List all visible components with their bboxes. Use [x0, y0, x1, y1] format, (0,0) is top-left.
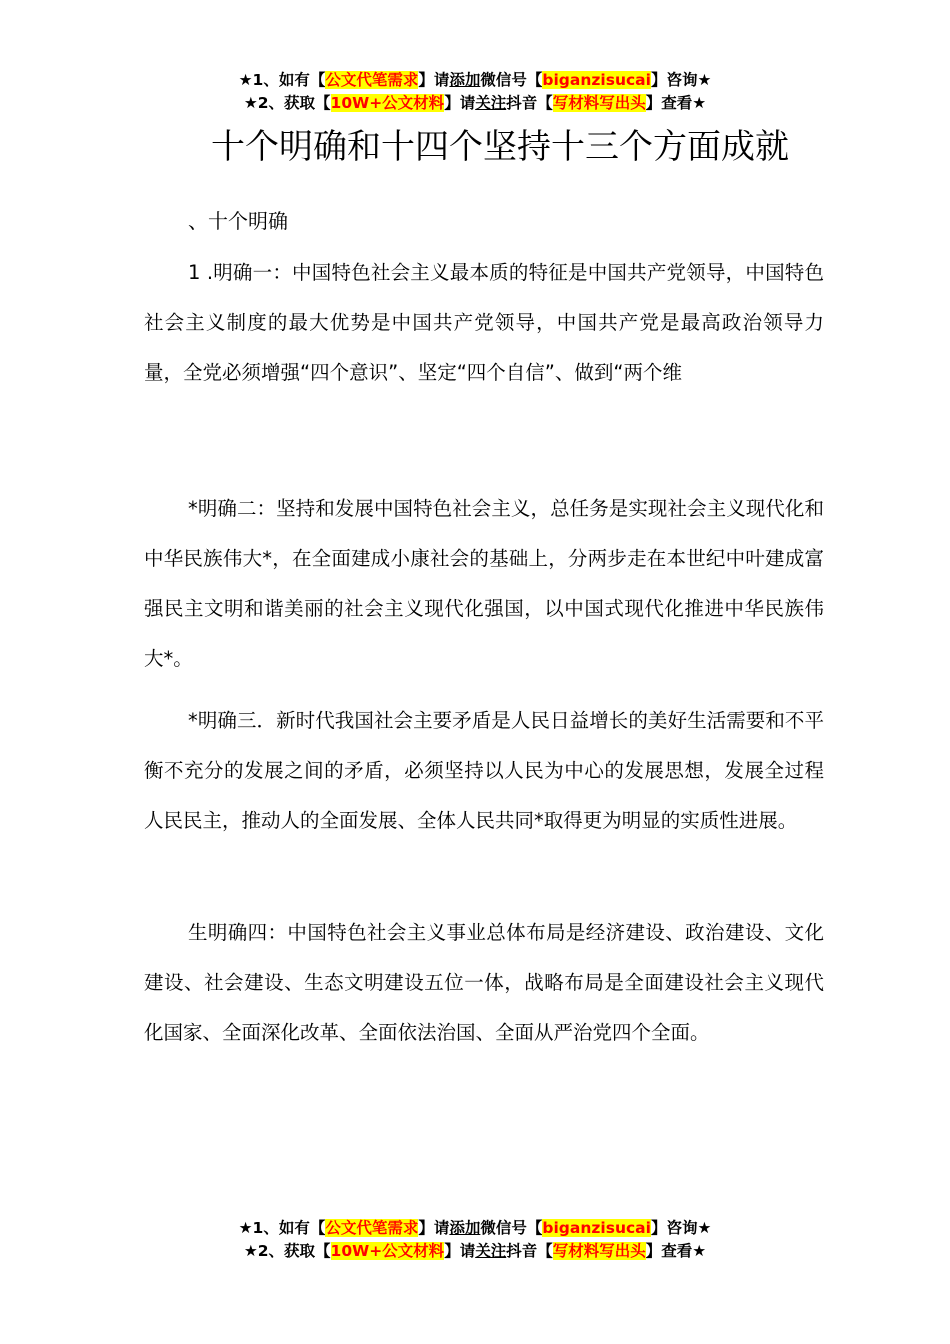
section-heading: 、十个明确	[188, 209, 288, 233]
paragraph-4: 生明确四：中国特色社会主义事业总体布局是经济建设、政治建设、文化建设、社会建设、生态文明建设五位一体，战略布局是全面建设社会主义现代化国家、全面深化改革、全面依法治国、全面从严治党四个全面。	[144, 921, 824, 1044]
highlight-text: 10W+公文材料	[330, 1242, 445, 1260]
banner-text: ★2、获取【	[243, 94, 331, 112]
banner-text: 】咨询★	[650, 71, 712, 89]
banner-line-2	[0, 1240, 950, 1263]
underlined-text: 关注	[475, 94, 507, 112]
douyin-highlight: 写材料写出头	[552, 1242, 646, 1260]
wechat-id-highlight: biganzisucai	[542, 1219, 651, 1237]
wechat-id-highlight: biganzisucai	[542, 71, 651, 89]
banner-text: 抖音【	[506, 94, 553, 112]
banner-line-2	[0, 92, 950, 115]
banner-text: ★1、如有【	[238, 71, 326, 89]
banner-text: 】请	[444, 1242, 476, 1260]
banner-text: 】查看★	[645, 94, 707, 112]
paragraph-1: 1 .明确一：中国特色社会主义最本质的特征是中国共产党领导，中国特色社会主义制度的最大优势是中国共产党领导，中国共产党是最高政治领导力量，全党必须增强“四个意识”、坚定“四个自信”、做到“两个维	[144, 261, 824, 384]
underlined-text: 添加	[449, 71, 481, 89]
banner-text: ★2、获取【	[243, 1242, 331, 1260]
banner-text: 】咨询★	[650, 1219, 712, 1237]
banner-text: 】请	[444, 94, 476, 112]
underlined-text: 关注	[475, 1242, 507, 1260]
highlight-text: 公文代笔需求	[325, 71, 419, 89]
paragraph-3: *明确三．新时代我国社会主要矛盾是人民日益增长的美好生活需要和不平衡不充分的发展之间的矛盾，必须坚持以人民为中心的发展思想，发展全过程人民民主，推动人的全面发展、全体人民共同*取得更为明显的实质性进展。	[144, 709, 824, 832]
bottom-banner	[0, 1217, 950, 1263]
banner-line-1	[0, 69, 950, 92]
highlight-text: 10W+公文材料	[330, 94, 445, 112]
douyin-highlight: 写材料写出头	[552, 94, 646, 112]
paragraph-2: *明确二：坚持和发展中国特色社会主义，总任务是实现社会主义现代化和中华民族伟大*，在全面建成小康社会的基础上，分两步走在本世纪中叶建成富强民主文明和谐美丽的社会主义现代化强国，以中国式现代化推进中华民族伟大*。	[144, 497, 824, 670]
banner-line-1	[0, 1217, 950, 1240]
banner-text: 抖音【	[506, 1242, 553, 1260]
banner-text: 微信号【	[480, 1219, 543, 1237]
banner-text: 微信号【	[480, 71, 543, 89]
highlight-text: 公文代笔需求	[325, 1219, 419, 1237]
document-title: 十个明确和十四个坚持十三个方面成就	[211, 127, 789, 167]
banner-text: ★1、如有【	[238, 1219, 326, 1237]
underlined-text: 添加	[449, 1219, 481, 1237]
top-banner	[0, 69, 950, 115]
banner-text: 】查看★	[645, 1242, 707, 1260]
banner-text: 】请	[418, 1219, 450, 1237]
banner-text: 】请	[418, 71, 450, 89]
